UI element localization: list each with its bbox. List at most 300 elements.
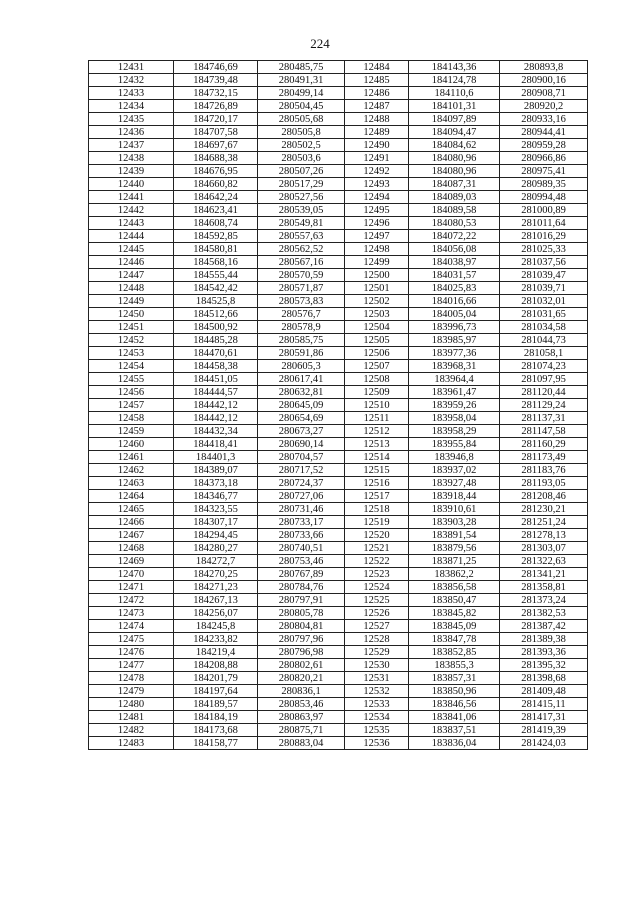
cell-y-coordinate: 281160,29 (500, 438, 588, 451)
table-row (89, 61, 588, 74)
cell-x-coordinate: 184233,82 (174, 633, 258, 646)
cell-x-coordinate: 183845,82 (409, 607, 500, 620)
cell-x-coordinate: 184697,67 (174, 139, 258, 152)
cell-point-number: 12466 (89, 516, 174, 529)
cell-y-coordinate: 280491,31 (258, 74, 345, 87)
cell-point-number: 12484 (345, 61, 409, 74)
cell-x-coordinate: 183985,97 (409, 334, 500, 347)
cell-point-number: 12447 (89, 269, 174, 282)
cell-y-coordinate: 280920,2 (500, 100, 588, 113)
table-row (89, 230, 588, 243)
table-row (89, 165, 588, 178)
cell-point-number: 12493 (345, 178, 409, 191)
cell-y-coordinate: 281044,73 (500, 334, 588, 347)
table-row (89, 425, 588, 438)
cell-point-number: 12491 (345, 152, 409, 165)
cell-point-number: 12470 (89, 568, 174, 581)
cell-y-coordinate: 281341,21 (500, 568, 588, 581)
cell-y-coordinate: 280875,71 (258, 724, 345, 737)
cell-y-coordinate: 280690,14 (258, 438, 345, 451)
cell-point-number: 12459 (89, 425, 174, 438)
cell-y-coordinate: 280784,76 (258, 581, 345, 594)
table-row (89, 113, 588, 126)
cell-x-coordinate: 184746,69 (174, 61, 258, 74)
cell-point-number: 12443 (89, 217, 174, 230)
cell-y-coordinate: 280576,7 (258, 308, 345, 321)
cell-point-number: 12499 (345, 256, 409, 269)
table-row (89, 555, 588, 568)
cell-y-coordinate: 281025,33 (500, 243, 588, 256)
cell-y-coordinate: 280502,5 (258, 139, 345, 152)
cell-y-coordinate: 280605,3 (258, 360, 345, 373)
cell-y-coordinate: 280740,51 (258, 542, 345, 555)
table-row (89, 360, 588, 373)
cell-point-number: 12536 (345, 737, 409, 750)
cell-x-coordinate: 184267,13 (174, 594, 258, 607)
cell-point-number: 12471 (89, 581, 174, 594)
cell-x-coordinate: 184016,66 (409, 295, 500, 308)
cell-point-number: 12494 (345, 191, 409, 204)
cell-y-coordinate: 280863,97 (258, 711, 345, 724)
cell-x-coordinate: 184072,22 (409, 230, 500, 243)
cell-point-number: 12433 (89, 87, 174, 100)
cell-x-coordinate: 184219,4 (174, 646, 258, 659)
cell-x-coordinate: 183836,04 (409, 737, 500, 750)
cell-y-coordinate: 280570,59 (258, 269, 345, 282)
cell-x-coordinate: 183891,54 (409, 529, 500, 542)
cell-x-coordinate: 183841,06 (409, 711, 500, 724)
cell-point-number: 12515 (345, 464, 409, 477)
cell-y-coordinate: 281032,01 (500, 295, 588, 308)
cell-y-coordinate: 280733,66 (258, 529, 345, 542)
cell-y-coordinate: 280503,6 (258, 152, 345, 165)
cell-x-coordinate: 184201,79 (174, 672, 258, 685)
cell-x-coordinate: 184280,27 (174, 542, 258, 555)
cell-y-coordinate: 281389,38 (500, 633, 588, 646)
table-row (89, 308, 588, 321)
table-row (89, 373, 588, 386)
cell-x-coordinate: 184307,17 (174, 516, 258, 529)
cell-point-number: 12451 (89, 321, 174, 334)
cell-y-coordinate: 281398,68 (500, 672, 588, 685)
cell-x-coordinate: 184080,96 (409, 152, 500, 165)
cell-x-coordinate: 184346,77 (174, 490, 258, 503)
cell-x-coordinate: 184097,89 (409, 113, 500, 126)
table-row (89, 516, 588, 529)
cell-x-coordinate: 184401,3 (174, 451, 258, 464)
table-row (89, 633, 588, 646)
cell-y-coordinate: 280704,57 (258, 451, 345, 464)
table-row (89, 737, 588, 750)
cell-point-number: 12509 (345, 386, 409, 399)
cell-point-number: 12523 (345, 568, 409, 581)
cell-point-number: 12475 (89, 633, 174, 646)
cell-x-coordinate: 184270,25 (174, 568, 258, 581)
cell-x-coordinate: 184688,38 (174, 152, 258, 165)
cell-y-coordinate: 280753,46 (258, 555, 345, 568)
cell-x-coordinate: 184184,19 (174, 711, 258, 724)
cell-point-number: 12453 (89, 347, 174, 360)
cell-point-number: 12434 (89, 100, 174, 113)
cell-x-coordinate: 183955,84 (409, 438, 500, 451)
cell-x-coordinate: 184189,57 (174, 698, 258, 711)
cell-x-coordinate: 184707,58 (174, 126, 258, 139)
table-row (89, 139, 588, 152)
cell-point-number: 12458 (89, 412, 174, 425)
cell-x-coordinate: 183837,51 (409, 724, 500, 737)
cell-point-number: 12452 (89, 334, 174, 347)
cell-x-coordinate: 184512,66 (174, 308, 258, 321)
cell-y-coordinate: 280527,56 (258, 191, 345, 204)
cell-y-coordinate: 281322,63 (500, 555, 588, 568)
cell-y-coordinate: 280645,09 (258, 399, 345, 412)
cell-x-coordinate: 184592,85 (174, 230, 258, 243)
cell-y-coordinate: 280504,45 (258, 100, 345, 113)
cell-x-coordinate: 184676,95 (174, 165, 258, 178)
cell-x-coordinate: 183946,8 (409, 451, 500, 464)
table-row (89, 269, 588, 282)
cell-point-number: 12501 (345, 282, 409, 295)
cell-x-coordinate: 184500,92 (174, 321, 258, 334)
cell-y-coordinate: 280966,86 (500, 152, 588, 165)
cell-point-number: 12439 (89, 165, 174, 178)
cell-point-number: 12508 (345, 373, 409, 386)
table-row (89, 334, 588, 347)
cell-y-coordinate: 280989,35 (500, 178, 588, 191)
cell-x-coordinate: 184568,16 (174, 256, 258, 269)
cell-point-number: 12488 (345, 113, 409, 126)
table-row (89, 152, 588, 165)
cell-y-coordinate: 280724,37 (258, 477, 345, 490)
cell-x-coordinate: 183846,56 (409, 698, 500, 711)
cell-point-number: 12460 (89, 438, 174, 451)
cell-point-number: 12535 (345, 724, 409, 737)
table-row (89, 87, 588, 100)
cell-point-number: 12502 (345, 295, 409, 308)
cell-point-number: 12520 (345, 529, 409, 542)
cell-point-number: 12431 (89, 61, 174, 74)
cell-x-coordinate: 183959,26 (409, 399, 500, 412)
cell-x-coordinate: 184525,8 (174, 295, 258, 308)
cell-point-number: 12524 (345, 581, 409, 594)
cell-x-coordinate: 184110,6 (409, 87, 500, 100)
cell-point-number: 12462 (89, 464, 174, 477)
table-row (89, 412, 588, 425)
cell-point-number: 12510 (345, 399, 409, 412)
cell-x-coordinate: 184143,36 (409, 61, 500, 74)
cell-point-number: 12521 (345, 542, 409, 555)
table-row (89, 724, 588, 737)
cell-x-coordinate: 183958,04 (409, 412, 500, 425)
cell-point-number: 12476 (89, 646, 174, 659)
cell-point-number: 12500 (345, 269, 409, 282)
cell-point-number: 12479 (89, 685, 174, 698)
cell-point-number: 12450 (89, 308, 174, 321)
cell-y-coordinate: 280797,91 (258, 594, 345, 607)
cell-point-number: 12485 (345, 74, 409, 87)
table-row (89, 399, 588, 412)
cell-y-coordinate: 280505,8 (258, 126, 345, 139)
cell-y-coordinate: 280557,63 (258, 230, 345, 243)
table-row (89, 451, 588, 464)
cell-y-coordinate: 280505,68 (258, 113, 345, 126)
cell-y-coordinate: 280571,87 (258, 282, 345, 295)
cell-y-coordinate: 280853,46 (258, 698, 345, 711)
cell-point-number: 12482 (89, 724, 174, 737)
cell-point-number: 12498 (345, 243, 409, 256)
cell-x-coordinate: 184720,17 (174, 113, 258, 126)
cell-y-coordinate: 280944,41 (500, 126, 588, 139)
cell-x-coordinate: 184389,07 (174, 464, 258, 477)
cell-point-number: 12464 (89, 490, 174, 503)
cell-point-number: 12517 (345, 490, 409, 503)
cell-x-coordinate: 184470,61 (174, 347, 258, 360)
cell-x-coordinate: 184555,44 (174, 269, 258, 282)
cell-point-number: 12532 (345, 685, 409, 698)
cell-point-number: 12490 (345, 139, 409, 152)
cell-y-coordinate: 280731,46 (258, 503, 345, 516)
table-row (89, 646, 588, 659)
cell-y-coordinate: 281039,71 (500, 282, 588, 295)
cell-point-number: 12480 (89, 698, 174, 711)
cell-y-coordinate: 280908,71 (500, 87, 588, 100)
cell-point-number: 12437 (89, 139, 174, 152)
cell-point-number: 12467 (89, 529, 174, 542)
cell-y-coordinate: 281382,53 (500, 607, 588, 620)
cell-point-number: 12472 (89, 594, 174, 607)
cell-y-coordinate: 280617,41 (258, 373, 345, 386)
cell-point-number: 12432 (89, 74, 174, 87)
cell-x-coordinate: 183862,2 (409, 568, 500, 581)
cell-point-number: 12528 (345, 633, 409, 646)
cell-point-number: 12478 (89, 672, 174, 685)
cell-y-coordinate: 280654,69 (258, 412, 345, 425)
cell-x-coordinate: 184080,53 (409, 217, 500, 230)
cell-x-coordinate: 184038,97 (409, 256, 500, 269)
cell-point-number: 12444 (89, 230, 174, 243)
cell-point-number: 12518 (345, 503, 409, 516)
cell-y-coordinate: 280796,98 (258, 646, 345, 659)
cell-x-coordinate: 184451,05 (174, 373, 258, 386)
cell-x-coordinate: 184094,47 (409, 126, 500, 139)
cell-y-coordinate: 281409,48 (500, 685, 588, 698)
cell-point-number: 12445 (89, 243, 174, 256)
cell-x-coordinate: 183845,09 (409, 620, 500, 633)
cell-x-coordinate: 184432,34 (174, 425, 258, 438)
cell-x-coordinate: 184124,78 (409, 74, 500, 87)
cell-point-number: 12473 (89, 607, 174, 620)
table-row (89, 464, 588, 477)
cell-x-coordinate: 183879,56 (409, 542, 500, 555)
cell-x-coordinate: 184294,45 (174, 529, 258, 542)
cell-point-number: 12448 (89, 282, 174, 295)
cell-x-coordinate: 184031,57 (409, 269, 500, 282)
table-row (89, 256, 588, 269)
cell-point-number: 12456 (89, 386, 174, 399)
cell-x-coordinate: 184542,42 (174, 282, 258, 295)
cell-x-coordinate: 184418,41 (174, 438, 258, 451)
cell-x-coordinate: 183910,61 (409, 503, 500, 516)
cell-x-coordinate: 183871,25 (409, 555, 500, 568)
cell-point-number: 12534 (345, 711, 409, 724)
cell-y-coordinate: 280883,04 (258, 737, 345, 750)
cell-x-coordinate: 183847,78 (409, 633, 500, 646)
cell-point-number: 12514 (345, 451, 409, 464)
cell-y-coordinate: 281230,21 (500, 503, 588, 516)
table-row (89, 321, 588, 334)
table-row (89, 386, 588, 399)
cell-x-coordinate: 184373,18 (174, 477, 258, 490)
cell-x-coordinate: 183856,58 (409, 581, 500, 594)
cell-point-number: 12496 (345, 217, 409, 230)
cell-x-coordinate: 184485,28 (174, 334, 258, 347)
cell-point-number: 12511 (345, 412, 409, 425)
cell-x-coordinate: 184623,41 (174, 204, 258, 217)
cell-x-coordinate: 184256,07 (174, 607, 258, 620)
cell-y-coordinate: 280485,75 (258, 61, 345, 74)
table-row (89, 542, 588, 555)
cell-point-number: 12440 (89, 178, 174, 191)
cell-point-number: 12442 (89, 204, 174, 217)
cell-y-coordinate: 280893,8 (500, 61, 588, 74)
cell-x-coordinate: 184197,64 (174, 685, 258, 698)
table-row (89, 74, 588, 87)
table-row (89, 659, 588, 672)
cell-y-coordinate: 280727,06 (258, 490, 345, 503)
cell-point-number: 12486 (345, 87, 409, 100)
cell-point-number: 12469 (89, 555, 174, 568)
cell-point-number: 12438 (89, 152, 174, 165)
cell-point-number: 12505 (345, 334, 409, 347)
cell-y-coordinate: 281373,24 (500, 594, 588, 607)
cell-x-coordinate: 183918,44 (409, 490, 500, 503)
cell-y-coordinate: 281417,31 (500, 711, 588, 724)
cell-y-coordinate: 281419,39 (500, 724, 588, 737)
cell-point-number: 12533 (345, 698, 409, 711)
cell-y-coordinate: 280767,89 (258, 568, 345, 581)
cell-y-coordinate: 280802,61 (258, 659, 345, 672)
cell-y-coordinate: 281147,58 (500, 425, 588, 438)
cell-y-coordinate: 280632,81 (258, 386, 345, 399)
cell-y-coordinate: 281183,76 (500, 464, 588, 477)
cell-y-coordinate: 281074,23 (500, 360, 588, 373)
cell-point-number: 12468 (89, 542, 174, 555)
cell-point-number: 12506 (345, 347, 409, 360)
table-row (89, 568, 588, 581)
cell-x-coordinate: 184084,62 (409, 139, 500, 152)
cell-point-number: 12483 (89, 737, 174, 750)
cell-y-coordinate: 281424,03 (500, 737, 588, 750)
cell-x-coordinate: 184442,12 (174, 412, 258, 425)
cell-y-coordinate: 280994,48 (500, 191, 588, 204)
cell-y-coordinate: 281011,64 (500, 217, 588, 230)
cell-y-coordinate: 280733,17 (258, 516, 345, 529)
cell-point-number: 12461 (89, 451, 174, 464)
cell-x-coordinate: 184208,88 (174, 659, 258, 672)
cell-y-coordinate: 280805,78 (258, 607, 345, 620)
cell-point-number: 12495 (345, 204, 409, 217)
cell-point-number: 12525 (345, 594, 409, 607)
cell-point-number: 12477 (89, 659, 174, 672)
table-row (89, 438, 588, 451)
cell-y-coordinate: 281031,65 (500, 308, 588, 321)
cell-y-coordinate: 281039,47 (500, 269, 588, 282)
table-row (89, 191, 588, 204)
cell-y-coordinate: 281387,42 (500, 620, 588, 633)
cell-y-coordinate: 280549,81 (258, 217, 345, 230)
cell-point-number: 12504 (345, 321, 409, 334)
cell-x-coordinate: 184726,89 (174, 100, 258, 113)
cell-point-number: 12457 (89, 399, 174, 412)
cell-y-coordinate: 281358,81 (500, 581, 588, 594)
cell-y-coordinate: 281251,24 (500, 516, 588, 529)
cell-point-number: 12497 (345, 230, 409, 243)
cell-y-coordinate: 280591,86 (258, 347, 345, 360)
table-row (89, 282, 588, 295)
cell-y-coordinate: 281037,56 (500, 256, 588, 269)
cell-x-coordinate: 184089,03 (409, 191, 500, 204)
cell-x-coordinate: 184271,23 (174, 581, 258, 594)
cell-x-coordinate: 184442,12 (174, 399, 258, 412)
cell-x-coordinate: 183968,31 (409, 360, 500, 373)
cell-x-coordinate: 184056,08 (409, 243, 500, 256)
cell-x-coordinate: 184087,31 (409, 178, 500, 191)
cell-y-coordinate: 280573,83 (258, 295, 345, 308)
cell-point-number: 12449 (89, 295, 174, 308)
cell-x-coordinate: 183850,96 (409, 685, 500, 698)
table-row (89, 477, 588, 490)
cell-y-coordinate: 280517,29 (258, 178, 345, 191)
cell-y-coordinate: 280804,81 (258, 620, 345, 633)
table-row (89, 581, 588, 594)
cell-y-coordinate: 280959,28 (500, 139, 588, 152)
table-row (89, 607, 588, 620)
cell-point-number: 12530 (345, 659, 409, 672)
cell-x-coordinate: 184444,57 (174, 386, 258, 399)
cell-x-coordinate: 184173,68 (174, 724, 258, 737)
cell-y-coordinate: 280933,16 (500, 113, 588, 126)
cell-y-coordinate: 280820,21 (258, 672, 345, 685)
cell-x-coordinate: 183961,47 (409, 386, 500, 399)
cell-x-coordinate: 184005,04 (409, 308, 500, 321)
cell-x-coordinate: 183937,02 (409, 464, 500, 477)
cell-point-number: 12512 (345, 425, 409, 438)
table-row (89, 620, 588, 633)
cell-y-coordinate: 280539,05 (258, 204, 345, 217)
cell-point-number: 12507 (345, 360, 409, 373)
cell-x-coordinate: 184580,81 (174, 243, 258, 256)
cell-point-number: 12519 (345, 516, 409, 529)
cell-y-coordinate: 281415,11 (500, 698, 588, 711)
cell-x-coordinate: 184158,77 (174, 737, 258, 750)
table-row (89, 295, 588, 308)
cell-y-coordinate: 281120,44 (500, 386, 588, 399)
cell-y-coordinate: 280507,26 (258, 165, 345, 178)
cell-x-coordinate: 183855,3 (409, 659, 500, 672)
table-row (89, 711, 588, 724)
cell-y-coordinate: 280567,16 (258, 256, 345, 269)
cell-y-coordinate: 281016,29 (500, 230, 588, 243)
cell-x-coordinate: 184739,48 (174, 74, 258, 87)
cell-point-number: 12527 (345, 620, 409, 633)
cell-x-coordinate: 184323,55 (174, 503, 258, 516)
table-row (89, 529, 588, 542)
cell-point-number: 12481 (89, 711, 174, 724)
table-row (89, 503, 588, 516)
cell-y-coordinate: 281303,07 (500, 542, 588, 555)
cell-point-number: 12522 (345, 555, 409, 568)
table-row (89, 594, 588, 607)
